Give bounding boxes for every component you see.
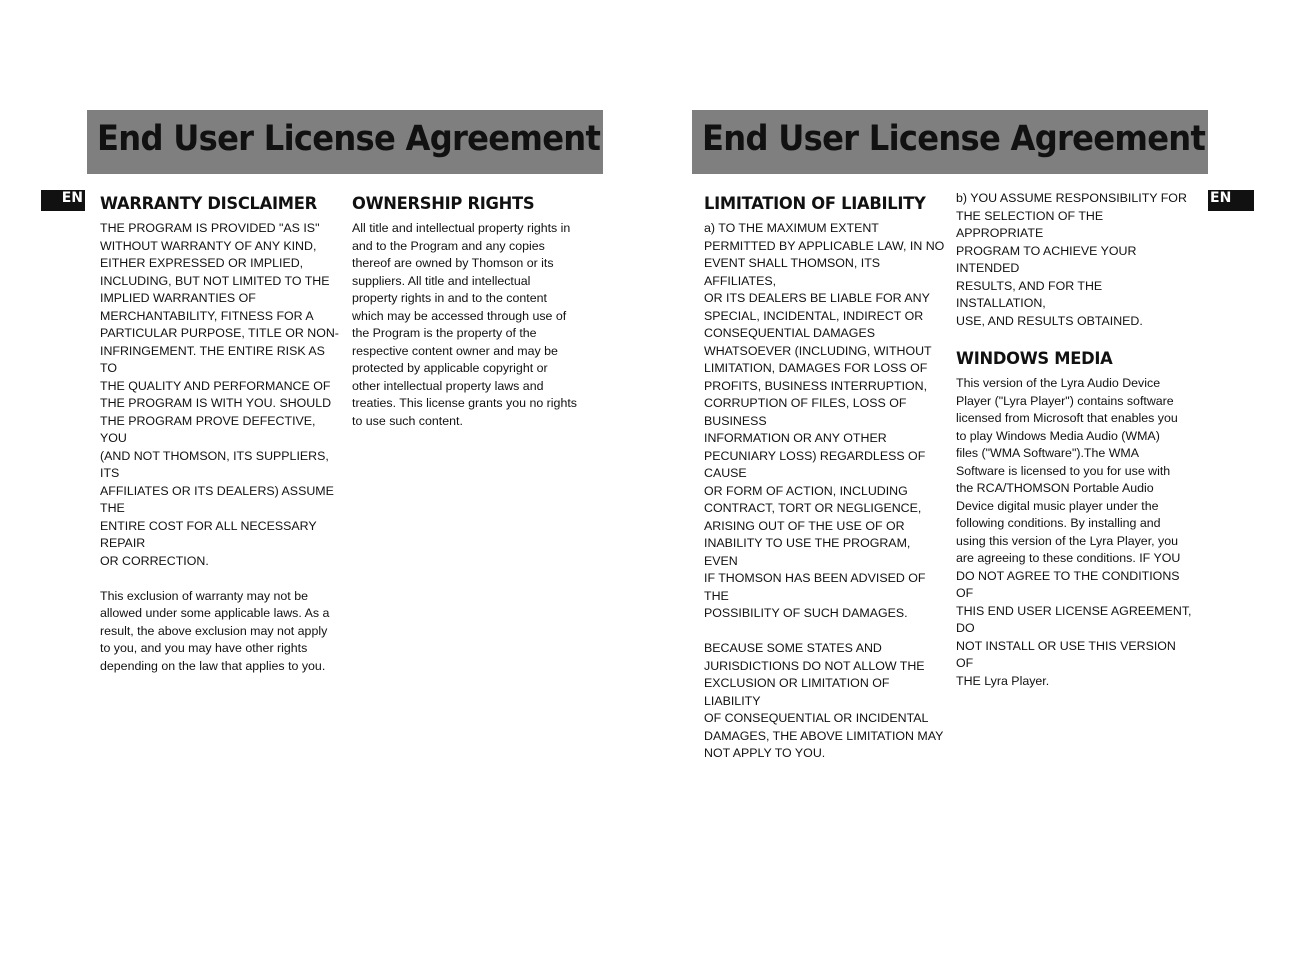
left-title-banner bbox=[87, 110, 603, 174]
warranty-exclusion-paragraph: This exclusion of warranty may not be allowed under some applicable laws. As a result, the above exclusion may not apply to you, and you may have other rights depending on the law that applies to you. bbox=[100, 588, 330, 673]
right-title-banner bbox=[692, 110, 1208, 174]
limitation-of-liability-section bbox=[704, 193, 946, 763]
left-page-title: End User License Agreement bbox=[97, 119, 601, 159]
windows-media-heading: WINDOWS MEDIA bbox=[956, 349, 1113, 369]
ownership-rights-paragraph: All title and intellectual property rights in and to the Program and any copies thereof are owned by Thomson or its suppliers. All title and intellectual property rights in and to the content which may be accessed through use of the Program is the property of the respective content owner and may be protected by applicable copyright or other intellectual property laws and treaties. This license grants you no rights to use such content. bbox=[352, 221, 577, 428]
limitation-clause-b-paragraph: b) YOU ASSUME RESPONSIBILITY FOR THE SELECTION OF THE APPROPRIATE PROGRAM TO ACHIEVE YOUR INTENDED RESULTS, AND FOR THE INSTALLATION, USE, AND RESULTS OBTAINED. bbox=[956, 191, 1187, 328]
limitation-of-liability-heading: LIMITATION OF LIABILITY bbox=[704, 194, 926, 214]
warranty-disclaimer-paragraph: THE PROGRAM IS PROVIDED "AS IS" WITHOUT WARRANTY OF ANY KIND, EITHER EXPRESSED OR IMPLIED, INCLUDING, BUT NOT LIMITED TO THE IMPLIED WARRANTIES OF MERCHANTABILITY, FITNESS FOR A PARTICULAR PURPOSE, TITLE OR NON- INFRINGEMENT. THE ENTIRE RISK AS TO THE QUALITY AND PERFORMANCE OF THE PROGRAM IS WITH YOU. SHOULD THE PROGRAM PROVE DEFECTIVE, YOU (AND NOT THOMSON, ITS SUPPLIERS, ITS AFFILIATES OR ITS DEALERS) ASSUME THE ENTIRE COST FOR ALL NECESSARY REPAIR OR CORRECTION. bbox=[100, 221, 339, 568]
windows-media-section bbox=[956, 190, 1192, 690]
ownership-rights-heading: OWNERSHIP RIGHTS bbox=[352, 194, 535, 214]
warranty-disclaimer-heading: WARRANTY DISCLAIMER bbox=[100, 194, 317, 214]
warranty-disclaimer-section bbox=[100, 193, 342, 675]
right-language-tab: EN bbox=[1208, 190, 1254, 211]
limitation-states-paragraph: BECAUSE SOME STATES AND JURISDICTIONS DO NOT ALLOW THE EXCLUSION OR LIMITATION OF LIABILITY OF CONSEQUENTIAL OR INCIDENTAL DAMAGES, THE ABOVE LIMITATION MAY NOT APPLY TO YOU. bbox=[704, 641, 944, 760]
limitation-clause-a-paragraph: a) TO THE MAXIMUM EXTENT PERMITTED BY APPLICABLE LAW, IN NO EVENT SHALL THOMSON, ITS AFFILIATES, OR ITS DEALERS BE LIABLE FOR ANY SPECIAL, INCIDENTAL, INDIRECT OR CONSEQUENTIAL DAMAGES WHATSOEVER (INCLUDING, WITHOUT LIMITATION, DAMAGES FOR LOSS OF PROFITS, BUSINESS INTERRUPTION, CORRUPTION OF FILES, LOSS OF BUSINESS INFORMATION OR ANY OTHER PECUNIARY LOSS) REGARDLESS OF CAUSE OR FORM OF ACTION, INCLUDING CONTRACT, TORT OR NEGLIGENCE, ARISING OUT OF THE USE OF OR INABILITY TO USE THE PROGRAM, EVEN IF THOMSON HAS BEEN ADVISED OF THE POSSIBILITY OF SUCH DAMAGES. bbox=[704, 221, 945, 620]
ownership-rights-section bbox=[352, 193, 592, 430]
right-page-title: End User License Agreement bbox=[702, 119, 1206, 159]
windows-media-paragraph: This version of the Lyra Audio Device Player ("Lyra Player") contains software licensed from Microsoft that enables you to play Windows Media Audio (WMA) files ("WMA Software").The WMA Software is licensed to you for use with the RCA/THOMSON Portable Audio Device digital music player under the following conditions. By installing and using this version of the Lyra Player, you are agreeing to these conditions. IF YOU DO NOT AGREE TO THE CONDITIONS OF THIS END USER LICENSE AGREEMENT, DO NOT INSTALL OR USE THIS VERSION OF THE Lyra Player. bbox=[956, 376, 1192, 688]
left-language-tab: EN bbox=[41, 190, 85, 211]
